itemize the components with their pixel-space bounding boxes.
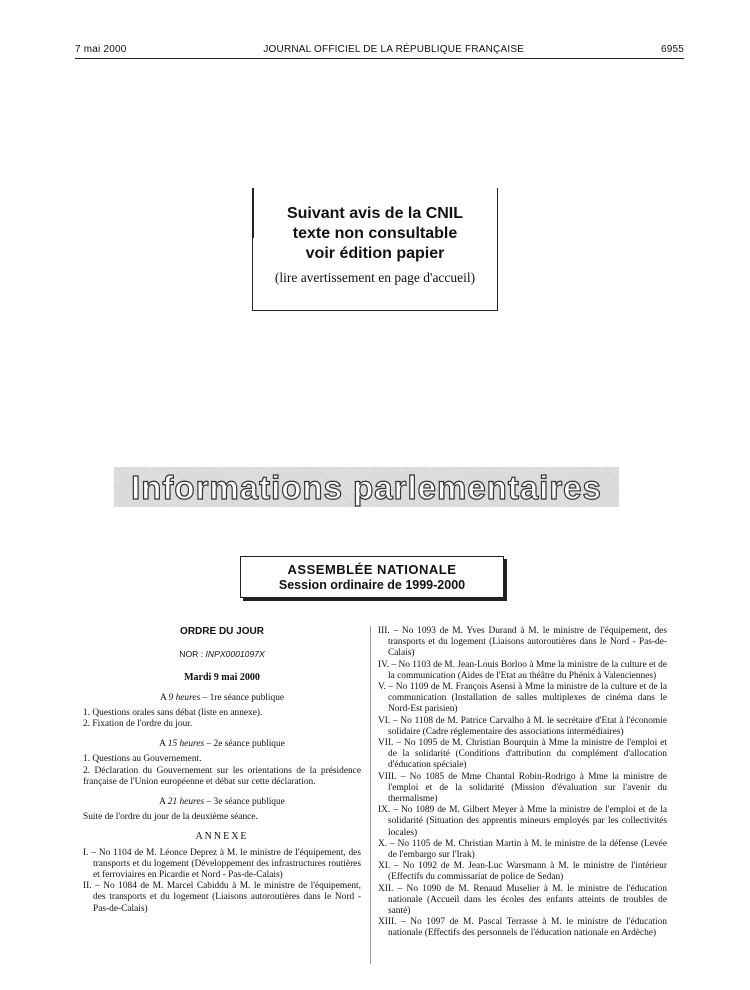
cnil-line-1: Suivant avis de la CNIL — [286, 205, 464, 222]
session-heading: A 21 heures – 3e séance publique — [159, 797, 285, 808]
cnil-line-4: (lire avertissement en page d'accueil) — [274, 270, 476, 285]
annexe-item: II. – No 1084 de M. Marcel Cabiddu à M. le ministre de l'équipement, des transports et du logement (Liaisons autoroutières dans le Nord - Pas-de-Calais) — [83, 881, 361, 914]
session-heading: A 15 heures – 2e séance publique — [159, 739, 285, 750]
agenda-item: 1. Questions orales sans débat (liste en annexe). — [83, 707, 263, 718]
annexe-item: VII. – No 1095 de M. Christian Bourquin à Mme la ministre de l'emploi et de la solidarité (Conditions d'attribution du complément d'allocation d'éducation spéciale) — [378, 738, 667, 771]
session-heading: A 9 heures – 1re séance publique — [159, 692, 285, 703]
header-page-number: 6955 — [660, 44, 684, 55]
agenda-item: Suite de l'ordre du jour de la deuxième séance. — [83, 812, 258, 823]
annexe-item: VIII. – No 1085 de Mme Chantal Robin-Rodrigo à Mme la ministre de l'emploi et de la solidarité (Mission d'évaluation sur l'avenir du thermalisme) — [378, 771, 667, 805]
right-column — [378, 626, 667, 940]
session-label: – 3e séance publique — [204, 797, 285, 808]
assembly-box — [240, 556, 504, 598]
box-edge — [252, 188, 254, 238]
header-title: JOURNAL OFFICIEL DE LA RÉPUBLIQUE FRANÇAISE — [263, 44, 525, 55]
agenda-heading: ORDRE DU JOUR — [180, 626, 264, 637]
assembly-session: Session ordinaire de 1999-2000 — [278, 578, 466, 592]
header-rule — [75, 58, 684, 59]
session-label: – 1re séance publique — [200, 692, 285, 703]
annexe-item: IX. – No 1089 de M. Gilbert Meyer à Mme la ministre de l'emploi et de la solidarité (Situation des apprentis mineurs employés par les collectivités locales) — [378, 805, 667, 838]
section-banner — [114, 467, 619, 507]
page-header — [75, 44, 684, 55]
session-time: 21 heures — [167, 797, 205, 808]
nor-line — [83, 649, 361, 660]
agenda-item: 2. Fixation de l'ordre du jour. — [83, 719, 193, 730]
agenda-date: Mardi 9 mai 2000 — [184, 672, 260, 684]
cnil-line-2: texte non consultable — [292, 225, 458, 242]
left-column — [83, 626, 361, 915]
annexe-item: XI. – No 1092 de M. Jean-Luc Warsmann à M. le ministre de l'intérieur (Effectifs du commissariat de police de Sedan) — [378, 861, 667, 883]
nor-label: NOR : — [179, 649, 206, 660]
agenda-item: 2. Déclaration du Gouvernement sur les orientations de la présidence française de l'Union européenne et débat sur cette déclaration. — [83, 765, 361, 787]
banner-title: Informations parlementaires — [131, 469, 602, 506]
assembly-name: ASSEMBLÉE NATIONALE — [287, 562, 457, 577]
annexe-item: XII. – No 1090 de M. Renaud Muselier à M. le ministre de l'éducation nationale (Accueil dans les écoles des enfants atteints de troubles de santé) — [378, 883, 667, 917]
annexe-item: IV. – No 1103 de M. Jean-Louis Borloo à Mme la ministre de la culture et de la communication (Aides de l'Etat au théâtre du Phénix à Valenciennes) — [378, 659, 667, 681]
cnil-notice-box — [252, 188, 498, 311]
annexe-item: III. – No 1093 de M. Yves Durand à M. le ministre de l'équipement, des transports et du logement (Liaisons autoroutières dans le Nord - Pas-de-Calais) — [378, 626, 667, 659]
agenda-item: 1. Questions au Gouvernement. — [83, 754, 202, 765]
annexe-item: VI. – No 1108 de M. Patrice Carvalho à M. le secrétaire d'Etat à l'économie solidaire (Cadre réglementaire des associations intermédiaires) — [378, 715, 667, 737]
header-date: 7 mai 2000 — [75, 44, 127, 55]
annexe-item: XIII. – No 1097 de M. Pascal Terrasse à M. le ministre de l'éducation nationale (Effectifs des personnels de l'éducation nationale en Ardèche) — [378, 917, 667, 939]
nor-code: INPX0001097X — [205, 649, 265, 660]
session-time: 15 heures — [167, 739, 205, 750]
column-divider — [370, 626, 371, 964]
cnil-line-3: voir édition papier — [305, 245, 445, 262]
session-label: – 2e séance publique — [204, 739, 285, 750]
annexe-title: ANNEXE — [195, 831, 249, 843]
session-time: 9 heures — [168, 692, 201, 703]
annexe-item: I. – No 1104 de M. Léonce Deprez à M. le ministre de l'équipement, des transports et du logement (Développement des infrastructures routières et ferroviaires en Picardie et Nord - Pas-de-Calais) — [83, 847, 361, 881]
annexe-item: X. – No 1105 de M. Christian Martin à M. le ministre de la défense (Levée de l'embargo sur l'Irak) — [378, 838, 667, 861]
annexe-item: V. – No 1109 de M. François Asensi à Mme la ministre de la culture et de la communication (Installation de salles multiplexes de cinéma dans le Nord-Est parisien) — [378, 682, 667, 715]
